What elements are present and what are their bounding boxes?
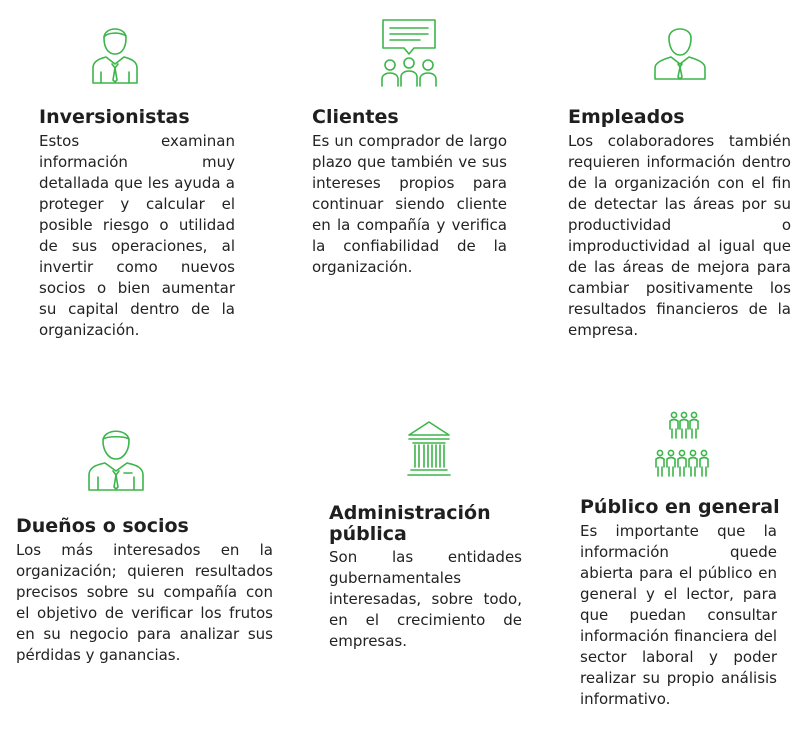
card-title: Inversionistas (39, 106, 190, 128)
card-description: Son las entidades gubernamentales interesadas, sobre todo, en el crecimiento de empresas. (329, 548, 522, 650)
card-description: Estos examinan información muy detallada que les ayuda a proteger y calcular el posible riesgo o utilidad de sus operaciones, al invertir como nuevos socios o bien aumentar su capital dentro de la organización. (39, 132, 235, 339)
card-description: Es importante que la información quede abierta para el público en general y el lector, para que puedan consultar información financiera del sector laboral y poder realizar su propio análisis informativo. (580, 522, 777, 708)
card-description: Es un comprador de largo plazo que también ve sus intereses propios para continuar siendo cliente en la compañía y verifica la confiabilidad de la organización. (312, 132, 507, 276)
card-title: Público en general (580, 496, 780, 518)
card-title: Dueños o socios (16, 515, 189, 537)
card-title: Clientes (312, 106, 399, 128)
card-title: Administración pública (329, 502, 491, 545)
card-title: Empleados (568, 106, 685, 128)
government-building-icon (405, 420, 453, 478)
employee-icon (652, 22, 708, 80)
card-description: Los colaboradores también requieren información dentro de la organización con el fin de detectar las áreas por su productividad o improductividad al igual que de las áreas de mejora para cambiar positivamente los resultados financieros de la empresa. (568, 132, 791, 339)
people-crowd-icon (655, 410, 713, 482)
owner-icon (86, 423, 146, 491)
speech-group-icon (380, 18, 438, 88)
card-description: Los más interesados en la organización; quieren resultados precisos sobre su compañía con el objetivo de verificar los frutos en su negocio para analizar sus pérdidas y ganancias. (16, 541, 273, 664)
businessman-icon (90, 20, 140, 84)
